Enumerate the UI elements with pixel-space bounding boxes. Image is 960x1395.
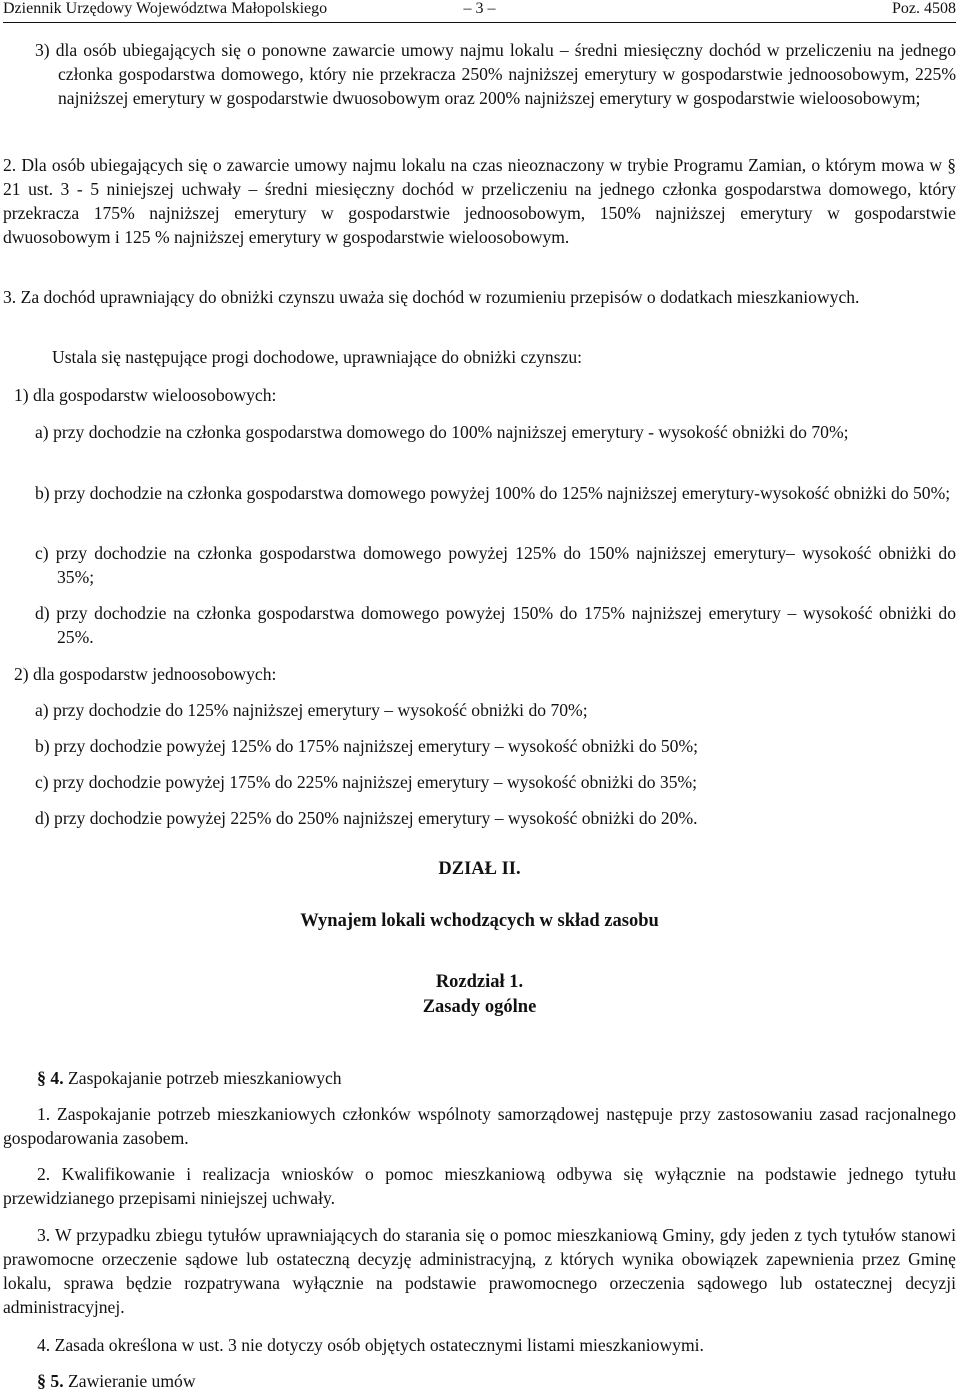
division-label: DZIAŁ II. <box>438 859 521 879</box>
page-number: – 3 – <box>463 0 496 17</box>
position-number: Poz. 4508 <box>892 0 956 17</box>
single-item-c: c) przy dochodzie powyżej 175% do 225% najniższej emerytury – wysokość obniżki do 35%; <box>35 772 698 792</box>
point-3: 3. Za dochód uprawniający do obniżki czynszu uważa się dochód w rozumieniu przepisów o dodatkach mieszkaniowych. <box>3 287 860 307</box>
single-item-a: a) przy dochodzie do 125% najniższej emerytury – wysokość obniżki do 70%; <box>35 700 588 720</box>
paragraph-sign: § <box>37 1068 46 1088</box>
paragraph-5-heading <box>37 1369 956 1393</box>
chapter-title: Zasady ogólne <box>422 997 537 1017</box>
para4-point-3: 3. W przypadku zbiegu tytułów uprawniających do starania się o pomoc mieszkaniową Gminy, gdy jeden z tych tytułów stanowi prawomocne orzeczenie sądowe lub ostateczną decyzję administracyjną, z których wynika obowiązek zapewnienia przez Gminę lokalu, sprawa będzie rozpatrywana wyłącznie na podstawie prawomocnego orzeczenia sądowego lub ostatecznej decyzji administracyjnej. <box>3 1225 956 1317</box>
single-heading: 2) dla gospodarstw jednoosobowych: <box>14 664 277 684</box>
para4-point-4: 4. Zasada określona w ust. 3 nie dotyczy osób objętych ostatecznymi listami mieszkaniowymi. <box>37 1335 704 1355</box>
point-2: 2. Dla osób ubiegających się o zawarcie umowy najmu lokalu na czas nieoznaczony w trybie Programu Zamian, o którym mowa w § 21 ust. 3 - 5 niniejszej uchwały – średni miesięczny dochód w przeliczeniu na jednego członka gospodarstwa domowego, który przekracza 175% najniższej emerytury w gospodarstwie jednoosobowym, 150% najniższej emerytury w gospodarstwie dwuosobowym i 125 % najniższej emerytury w gospodarstwie wieloosobowym. <box>3 155 956 247</box>
paragraph-sign: § <box>37 1371 46 1391</box>
single-item-b: b) przy dochodzie powyżej 125% do 175% najniższej emerytury – wysokość obniżki do 50%; <box>35 736 699 756</box>
multi-heading: 1) dla gospodarstw wieloosobowych: <box>14 385 277 405</box>
paragraph-number: 5. <box>50 1371 64 1391</box>
thresholds-intro: Ustala się następujące progi dochodowe, uprawniające do obniżki czynszu: <box>52 347 583 367</box>
paragraph-title: Zaspokajanie potrzeb mieszkaniowych <box>68 1068 342 1088</box>
single-item-d: d) przy dochodzie powyżej 225% do 250% najniższej emerytury – wysokość obniżki do 20%. <box>35 808 698 828</box>
multi-item-a: a) przy dochodzie na członka gospodarstwa domowego do 100% najniższej emerytury - wysokość obniżki do 70%; <box>35 422 849 442</box>
multi-item-c: c) przy dochodzie na członka gospodarstwa domowego powyżej 125% do 150% najniższej emerytury– wysokość obniżki do 35%; <box>35 543 956 587</box>
multi-item-b: b) przy dochodzie na członka gospodarstwa domowego powyżej 100% do 125% najniższej emerytury-wysokość obniżki do 50%; <box>35 483 951 503</box>
para4-point-2: 2. Kwalifikowanie i realizacja wniosków o pomoc mieszkaniową odbywa się wyłącznie na podstawie jednego tytułu przewidzianego przepisami niniejszej uchwały. <box>3 1164 956 1208</box>
item-3: 3) dla osób ubiegających się o ponowne zawarcie umowy najmu lokalu – średni miesięczny dochód w przeliczeniu na jednego członka gospodarstwa domowego, który nie przekracza 250% najniższej emerytury w gospodarstwie jednoosobowym, 225% najniższej emerytury w gospodarstwie dwuosobowym oraz 200% najniższej emerytury w gospodarstwie wieloosobowym; <box>35 40 956 108</box>
paragraph-title: Zawieranie umów <box>68 1371 196 1391</box>
paragraph-4-heading <box>37 1066 956 1090</box>
journal-title: Dziennik Urzędowy Województwa Małopolskiego <box>3 0 328 17</box>
division-title: Wynajem lokali wchodzących w skład zasobu <box>300 911 659 931</box>
paragraph-number: 4. <box>50 1068 64 1088</box>
page-header <box>3 0 956 23</box>
para4-point-1: 1. Zaspokajanie potrzeb mieszkaniowych członków wspólnoty samorządowej następuje przy zastosowaniu zasad racjonalnego gospodarowania zasobem. <box>3 1104 956 1148</box>
multi-item-d: d) przy dochodzie na członka gospodarstwa domowego powyżej 150% do 175% najniższej emerytury – wysokość obniżki do 25%. <box>35 603 956 647</box>
chapter-label: Rozdział 1. <box>435 972 524 992</box>
